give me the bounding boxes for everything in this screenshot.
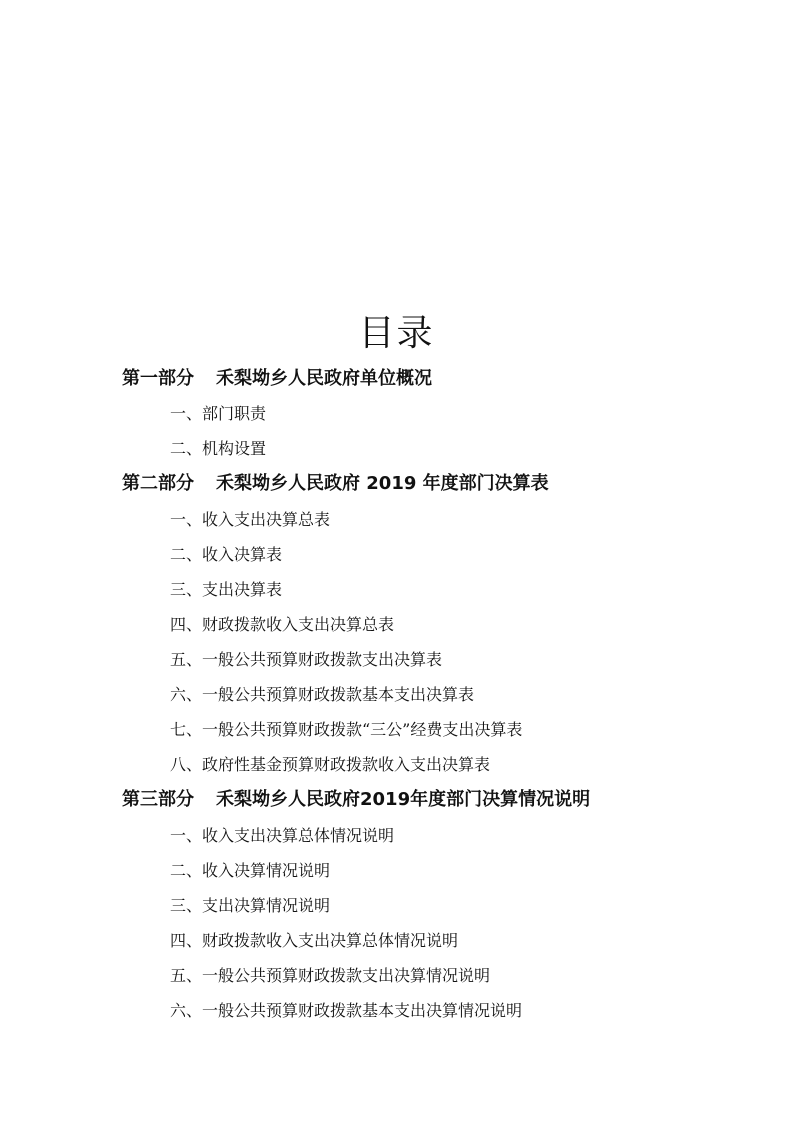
toc-item[interactable]: 七、一般公共预算财政拨款“三公”经费支出决算表 (170, 720, 523, 739)
part-title: 禾梨坳乡人民政府单位概况 (216, 368, 432, 389)
part-heading[interactable] (0, 466, 793, 502)
toc-part-1 (0, 362, 793, 466)
toc-item[interactable]: 八、政府性基金预算财政拨款收入支出决算表 (170, 755, 491, 774)
toc-part-3 (0, 782, 793, 1028)
toc-item[interactable]: 四、财政拨款收入支出决算总表 (170, 615, 395, 634)
part-label: 第一部分 (122, 368, 194, 389)
table-of-contents (0, 362, 793, 1028)
toc-part-2 (0, 466, 793, 782)
toc-item[interactable]: 六、一般公共预算财政拨款基本支出决算表 (170, 685, 475, 704)
part-title: 禾梨坳乡人民政府 2019 年度部门决算表 (216, 473, 549, 494)
toc-item[interactable]: 五、一般公共预算财政拨款支出决算情况说明 (170, 966, 491, 985)
toc-item[interactable]: 一、收入支出决算总体情况说明 (170, 826, 395, 845)
toc-item[interactable]: 四、财政拨款收入支出决算总体情况说明 (170, 931, 459, 950)
toc-item[interactable]: 一、收入支出决算总表 (170, 510, 331, 529)
toc-item[interactable]: 三、支出决算表 (170, 580, 283, 599)
part-label: 第三部分 (122, 789, 194, 810)
part-heading[interactable] (0, 782, 793, 818)
toc-item[interactable]: 一、部门职责 (170, 404, 267, 423)
part-heading[interactable] (0, 362, 793, 396)
toc-item[interactable]: 二、机构设置 (170, 439, 267, 458)
page-title: 目录 (358, 313, 435, 354)
toc-item[interactable]: 五、一般公共预算财政拨款支出决算表 (170, 650, 443, 669)
toc-item[interactable]: 六、一般公共预算财政拨款基本支出决算情况说明 (170, 1001, 523, 1020)
part-label: 第二部分 (122, 473, 194, 494)
part-title: 禾梨坳乡人民政府2019年度部门决算情况说明 (216, 789, 591, 810)
toc-item[interactable]: 三、支出决算情况说明 (170, 896, 331, 915)
toc-item[interactable]: 二、收入决算情况说明 (170, 861, 331, 880)
toc-item[interactable]: 二、收入决算表 (170, 545, 283, 564)
